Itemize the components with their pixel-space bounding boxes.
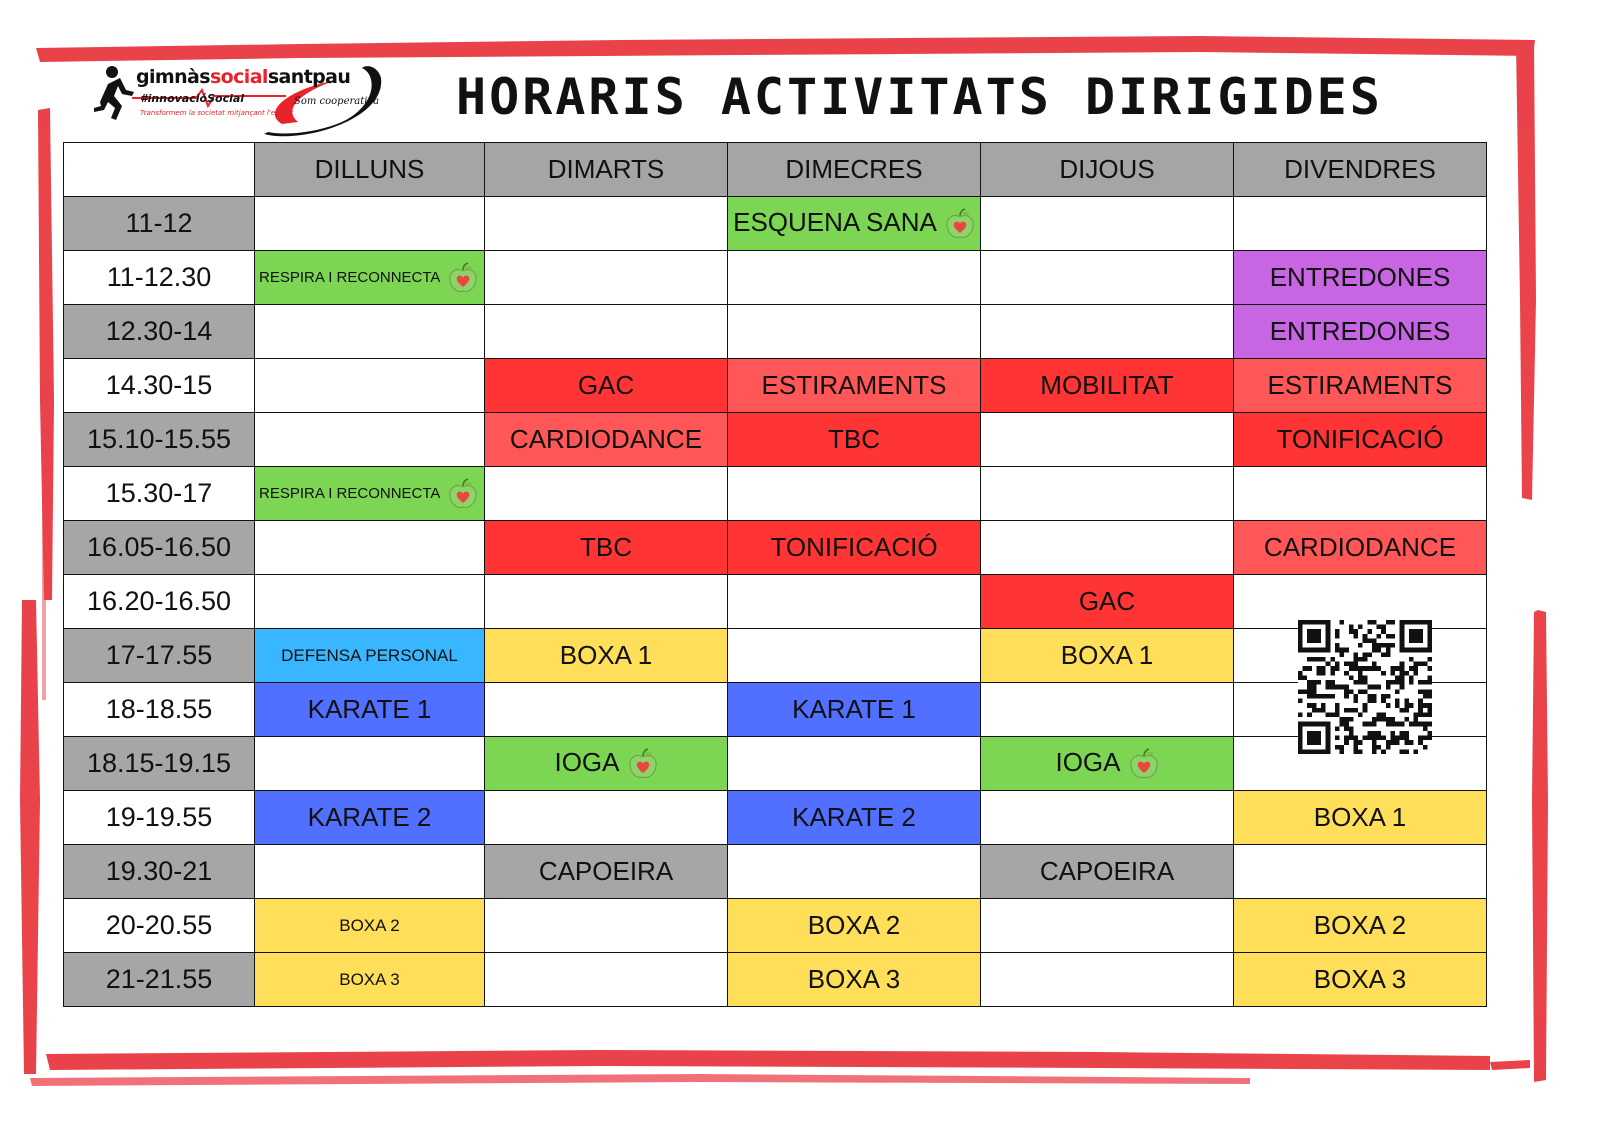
activity-label: CARDIODANCE bbox=[509, 424, 703, 454]
time-slot-cell: 19.30-21 bbox=[64, 845, 255, 899]
logo-tagline: #innovacióSocial bbox=[140, 92, 245, 105]
activity-cell bbox=[981, 845, 1234, 899]
table-row bbox=[64, 629, 1487, 683]
empty-cell bbox=[255, 521, 485, 575]
day-header-dilluns: DILLUNS bbox=[255, 143, 485, 197]
apple-heart-icon bbox=[1129, 748, 1159, 780]
activity-label: IOGA bbox=[554, 746, 620, 777]
empty-cell bbox=[981, 953, 1234, 1007]
activity-label: BOXA 2 bbox=[339, 915, 400, 935]
activity-label: CAPOEIRA bbox=[538, 856, 674, 886]
activity-label: RESPIRA I RECONNECTA bbox=[259, 268, 441, 286]
activity-cell bbox=[728, 953, 981, 1007]
table-row bbox=[64, 359, 1487, 413]
time-slot-cell: 11-12.30 bbox=[64, 251, 255, 305]
empty-cell bbox=[981, 197, 1234, 251]
time-slot-cell: 12.30-14 bbox=[64, 305, 255, 359]
empty-cell bbox=[485, 305, 728, 359]
empty-cell bbox=[728, 305, 981, 359]
empty-cell bbox=[485, 197, 728, 251]
activity-cell bbox=[255, 683, 485, 737]
activity-cell bbox=[1234, 359, 1487, 413]
empty-cell bbox=[981, 305, 1234, 359]
empty-cell bbox=[981, 521, 1234, 575]
activity-label: DEFENSA PERSONAL bbox=[281, 645, 458, 665]
empty-cell bbox=[981, 791, 1234, 845]
activity-cell bbox=[728, 521, 981, 575]
table-row bbox=[64, 899, 1487, 953]
empty-cell bbox=[485, 953, 728, 1007]
activity-cell bbox=[981, 629, 1234, 683]
time-slot-cell: 11-12 bbox=[64, 197, 255, 251]
empty-cell bbox=[255, 197, 485, 251]
time-slot-cell: 15.30-17 bbox=[64, 467, 255, 521]
activity-label: BOXA 1 bbox=[559, 640, 653, 670]
activity-cell bbox=[1234, 899, 1487, 953]
activity-label: GAC bbox=[1078, 586, 1136, 616]
table-row bbox=[64, 791, 1487, 845]
activity-label: BOXA 3 bbox=[339, 969, 400, 989]
table-row bbox=[64, 197, 1487, 251]
empty-cell bbox=[485, 467, 728, 521]
empty-cell bbox=[981, 251, 1234, 305]
activity-label: TONIFICACIÓ bbox=[1276, 424, 1444, 454]
empty-cell bbox=[728, 629, 981, 683]
activity-label: KARATE 1 bbox=[792, 694, 916, 724]
day-header-dimarts: DIMARTS bbox=[485, 143, 728, 197]
activity-cell bbox=[1234, 305, 1487, 359]
logo-subline: Transformem la societat mitjançant l'esport bbox=[140, 109, 294, 117]
empty-cell bbox=[255, 845, 485, 899]
schedule-table bbox=[63, 142, 1487, 1007]
empty-cell bbox=[255, 305, 485, 359]
activity-label: TBC bbox=[580, 532, 632, 562]
activity-label: ESTIRAMENTS bbox=[761, 370, 947, 400]
activity-label: GAC bbox=[577, 370, 635, 400]
day-header-divendres: DIVENDRES bbox=[1234, 143, 1487, 197]
activity-cell bbox=[255, 899, 485, 953]
table-row bbox=[64, 251, 1487, 305]
day-header-dimecres: DIMECRES bbox=[728, 143, 981, 197]
empty-cell bbox=[728, 575, 981, 629]
activity-label: IOGA bbox=[1055, 746, 1121, 777]
time-slot-cell: 16.20-16.50 bbox=[64, 575, 255, 629]
activity-label: ENTREDONES bbox=[1269, 262, 1451, 292]
empty-cell bbox=[485, 683, 728, 737]
activity-label: MOBILITAT bbox=[1040, 370, 1174, 400]
day-header-dijous: DIJOUS bbox=[981, 143, 1234, 197]
table-row bbox=[64, 845, 1487, 899]
activity-cell bbox=[728, 413, 981, 467]
table-row bbox=[64, 737, 1487, 791]
empty-cell bbox=[485, 791, 728, 845]
empty-cell bbox=[255, 737, 485, 791]
time-slot-cell: 16.05-16.50 bbox=[64, 521, 255, 575]
activity-cell bbox=[485, 359, 728, 413]
activity-label: ENTREDONES bbox=[1269, 316, 1451, 346]
activity-label: BOXA 3 bbox=[1313, 964, 1407, 994]
empty-cell bbox=[485, 575, 728, 629]
activity-label: KARATE 2 bbox=[307, 802, 432, 832]
activity-label: BOXA 3 bbox=[807, 964, 901, 994]
empty-cell bbox=[1234, 197, 1487, 251]
header-corner-cell bbox=[64, 143, 255, 197]
table-row bbox=[64, 305, 1487, 359]
empty-cell bbox=[981, 467, 1234, 521]
time-slot-cell: 17-17.55 bbox=[64, 629, 255, 683]
activity-cell bbox=[728, 899, 981, 953]
activity-cell bbox=[981, 359, 1234, 413]
activity-label: BOXA 2 bbox=[807, 910, 901, 940]
activity-cell bbox=[1234, 791, 1487, 845]
activity-cell bbox=[255, 953, 485, 1007]
table-row bbox=[64, 521, 1487, 575]
activity-label: CAPOEIRA bbox=[1039, 856, 1175, 886]
activity-cell bbox=[728, 791, 981, 845]
activity-cell bbox=[255, 791, 485, 845]
qr-code-icon bbox=[1298, 620, 1432, 754]
empty-cell bbox=[1234, 467, 1487, 521]
time-slot-cell: 15.10-15.55 bbox=[64, 413, 255, 467]
time-slot-cell: 18-18.55 bbox=[64, 683, 255, 737]
empty-cell bbox=[981, 683, 1234, 737]
activity-cell bbox=[255, 467, 485, 521]
activity-cell bbox=[485, 845, 728, 899]
time-slot-cell: 19-19.55 bbox=[64, 791, 255, 845]
empty-cell bbox=[981, 899, 1234, 953]
logo-coop: Som cooperativa bbox=[294, 96, 380, 107]
time-slot-cell: 14.30-15 bbox=[64, 359, 255, 413]
empty-cell bbox=[728, 467, 981, 521]
table-row bbox=[64, 953, 1487, 1007]
time-slot-cell: 21-21.55 bbox=[64, 953, 255, 1007]
activity-cell bbox=[1234, 251, 1487, 305]
apple-heart-icon bbox=[628, 748, 658, 780]
activity-cell bbox=[255, 629, 485, 683]
table-row bbox=[64, 575, 1487, 629]
empty-cell bbox=[728, 845, 981, 899]
activity-label: BOXA 1 bbox=[1060, 640, 1154, 670]
activity-cell bbox=[728, 683, 981, 737]
activity-label: BOXA 1 bbox=[1313, 802, 1407, 832]
empty-cell bbox=[255, 413, 485, 467]
activity-label: CARDIODANCE bbox=[1263, 532, 1457, 562]
table-row bbox=[64, 467, 1487, 521]
activity-cell bbox=[485, 737, 728, 791]
activity-label: ESTIRAMENTS bbox=[1267, 370, 1453, 400]
empty-cell bbox=[485, 251, 728, 305]
empty-cell bbox=[485, 899, 728, 953]
activity-cell bbox=[485, 521, 728, 575]
activity-cell bbox=[1234, 413, 1487, 467]
activity-cell bbox=[728, 197, 981, 251]
activity-label: ESQUENA SANA bbox=[733, 206, 937, 237]
activity-label: BOXA 2 bbox=[1313, 910, 1407, 940]
logo-wordmark: gimnàssocialsantpau bbox=[136, 66, 351, 88]
activity-label: KARATE 2 bbox=[792, 802, 916, 832]
activity-cell bbox=[485, 413, 728, 467]
empty-cell bbox=[728, 737, 981, 791]
empty-cell bbox=[255, 575, 485, 629]
activity-cell bbox=[255, 251, 485, 305]
table-row bbox=[64, 683, 1487, 737]
table-header-row bbox=[64, 143, 1487, 197]
time-slot-cell: 18.15-19.15 bbox=[64, 737, 255, 791]
empty-cell bbox=[981, 413, 1234, 467]
apple-heart-icon bbox=[448, 478, 478, 510]
empty-cell bbox=[728, 251, 981, 305]
activity-cell bbox=[728, 359, 981, 413]
time-slot-cell: 20-20.55 bbox=[64, 899, 255, 953]
activity-label: KARATE 1 bbox=[307, 694, 432, 724]
page-title: HORARIS ACTIVITATS DIRIGIDES bbox=[456, 68, 1383, 126]
activity-cell bbox=[981, 737, 1234, 791]
empty-cell bbox=[255, 359, 485, 413]
apple-heart-icon bbox=[448, 262, 478, 294]
activity-cell bbox=[1234, 521, 1487, 575]
activity-label: RESPIRA I RECONNECTA bbox=[259, 484, 441, 502]
activity-cell bbox=[981, 575, 1234, 629]
activity-cell bbox=[485, 629, 728, 683]
empty-cell bbox=[1234, 845, 1487, 899]
apple-heart-icon bbox=[945, 208, 975, 240]
activity-label: TBC bbox=[828, 424, 880, 454]
activity-label: TONIFICACIÓ bbox=[770, 532, 938, 562]
activity-cell bbox=[1234, 953, 1487, 1007]
table-row bbox=[64, 413, 1487, 467]
gym-logo bbox=[86, 62, 396, 142]
